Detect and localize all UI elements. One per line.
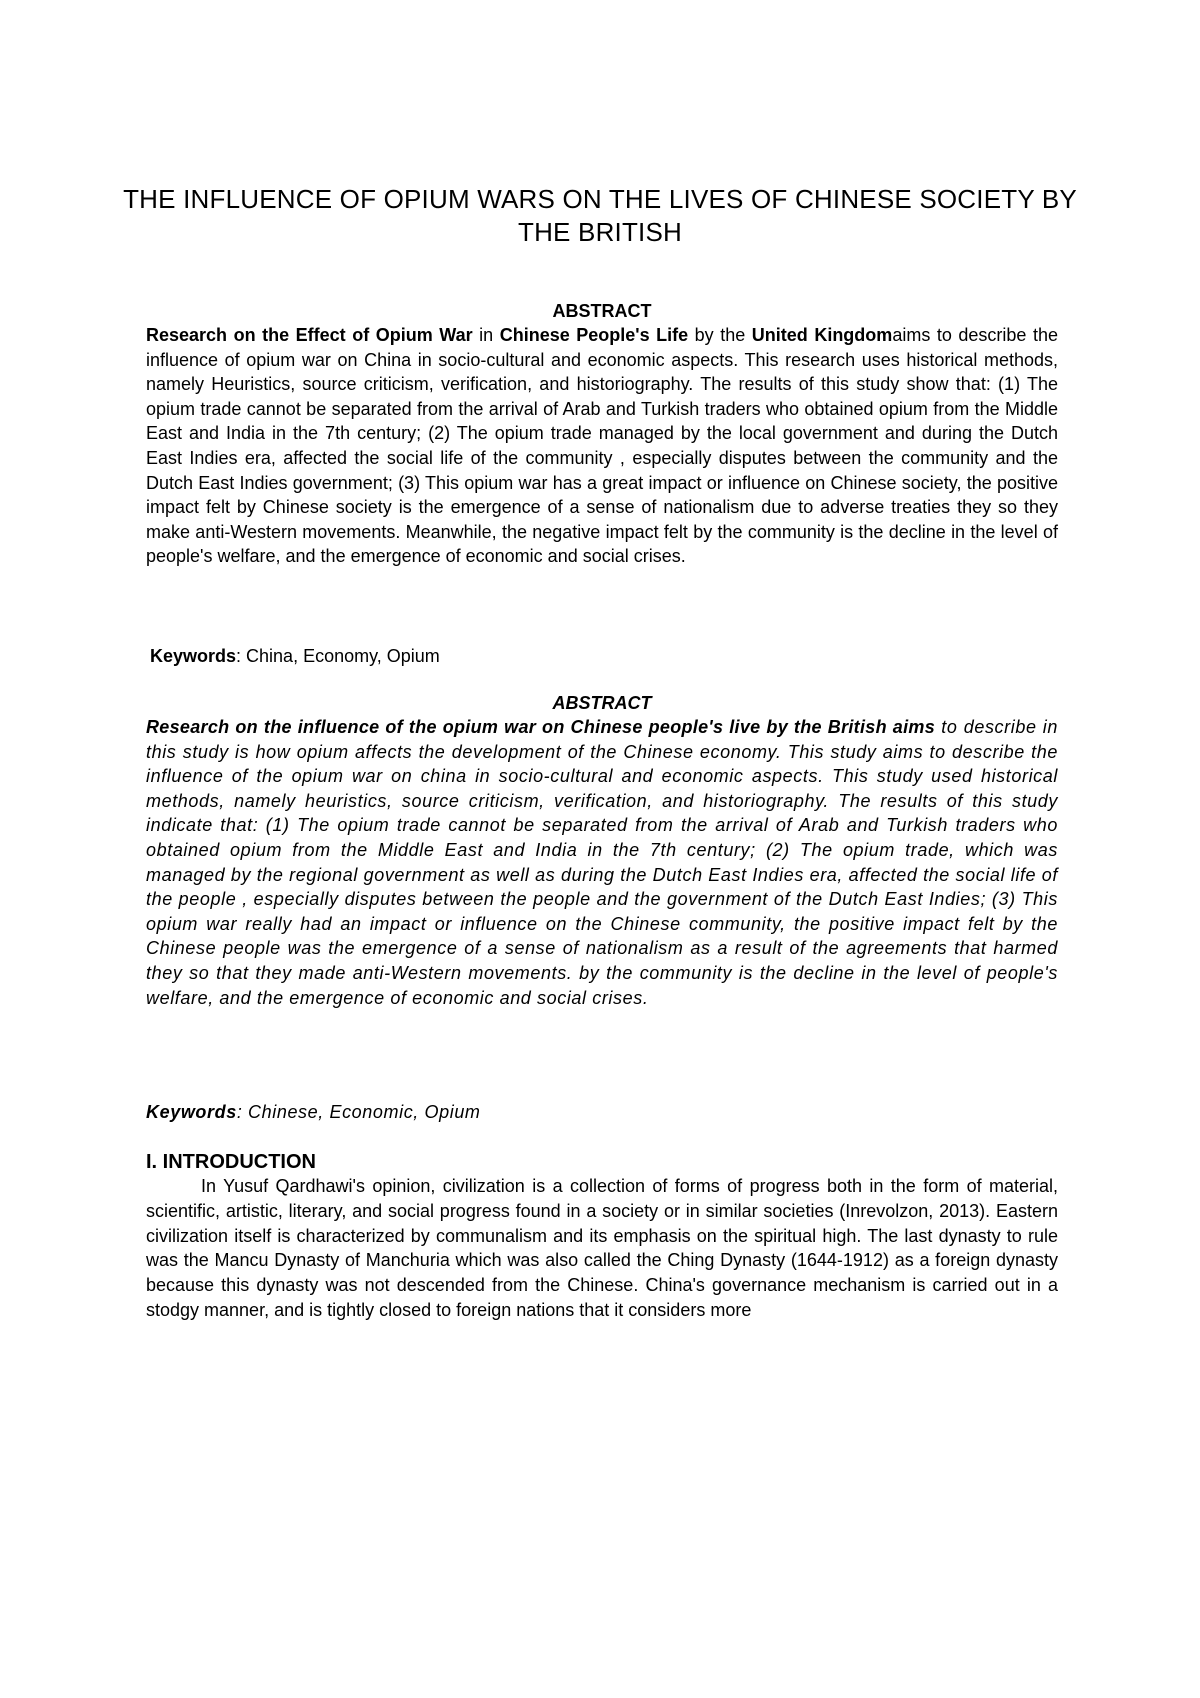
abstract-body: aims to describe the influence of opium war on China in socio-cultural and economic aspects. This research uses historical methods, namely Heuristics, source criticism, verification, and historiography. The results of this study show that: (1) The opium trade cannot be separated from the arrival of Arab and Turkish traders who obtained opium from the Middle East and India in the 7th century; (2) The opium trade managed by the local government and during the Dutch East Indies era, affected the social life of the community , especially disputes between the community and the Dutch East Indies government; (3) This opium war has a great impact or influence on Chinese society, the positive impact felt by Chinese society is the emergence of a sense of nationalism due to adverse treaties they so they make anti-Western movements. Meanwhile, the negative impact felt by the community is the decline in the level of people's welfare, and the emergence of economic and social crises. — [146, 325, 1059, 567]
abstract-alt-heading: ABSTRACT — [552, 693, 652, 713]
introduction-section — [146, 1150, 1058, 1323]
abstract-english-text — [146, 323, 1058, 569]
keywords-values: : China, Economy, Opium — [236, 646, 440, 666]
introduction-text: In Yusuf Qardhawi's opinion, civilization is a collection of forms of progress both in the form of material, scientific, artistic, literary, and social progress found in a society or in similar societies (Inrevolzon, 2013). Eastern civilization itself is characterized by communalism and its emphasis on the spiritual high. The last dynasty to rule was the Mancu Dynasty of Manchuria which was also called the Ching Dynasty (1644-1912) as a foreign dynasty because this dynasty was not descended from the Chinese. China's governance mechanism is carried out in a stodgy manner, and is tightly closed to foreign nations that it considers more — [146, 1176, 1058, 1320]
abstract-lead-in: in — [472, 325, 500, 345]
abstract-lead-bythe: by the — [688, 325, 752, 345]
abstract-lead-bold: Research on the Effect of Opium War — [146, 325, 473, 345]
paper-title: THE INFLUENCE OF OPIUM WARS ON THE LIVES OF CHINESE SOCIETY BY THE BRITISH — [123, 184, 1077, 247]
keywords-alt-values: : Chinese, Economic, Opium — [236, 1102, 481, 1122]
abstract-lead-uk: United Kingdom — [751, 325, 893, 345]
abstract-english — [146, 299, 1058, 569]
abstract-alt-lead-bold: Research on the influence of the opium war on Chinese people's live by the British aims — [146, 717, 936, 737]
introduction-heading: I. INTRODUCTION — [146, 1151, 316, 1173]
keywords-alternate — [146, 1100, 1058, 1124]
abstract-alt-text — [146, 715, 1058, 1010]
keywords-english — [146, 644, 1062, 668]
abstract-alternate — [146, 691, 1058, 1010]
abstract-alt-body: to describe in this study is how opium affects the development of the Chinese economy. This study aims to describe the influence of the opium war on china in socio-cultural and economic aspects. This study used historical methods, namely heuristics, source criticism, verification, and historiography. The results of this study indicate that: (1) The opium trade cannot be separated from the arrival of Arab and Turkish traders who obtained opium from the Middle East and India in the 7th century; (2) The opium trade, which was managed by the regional government as well as during the Dutch East Indies era, affected the social life of the people , especially disputes between the people and the government of the Dutch East Indies; (3) This opium war really had an impact or influence on the Chinese community, the positive impact felt by the Chinese people was the emergence of a sense of nationalism as a result of the agreements that harmed they so that they made anti-Western movements. by the community is the decline in the level of people's welfare, and the emergence of economic and social crises. — [146, 717, 1059, 1008]
abstract-lead-chinese: Chinese People's Life — [499, 325, 689, 345]
abstract-heading: ABSTRACT — [552, 301, 652, 321]
keywords-label: Keywords — [150, 646, 237, 666]
keywords-alt-label: Keywords — [146, 1102, 237, 1122]
